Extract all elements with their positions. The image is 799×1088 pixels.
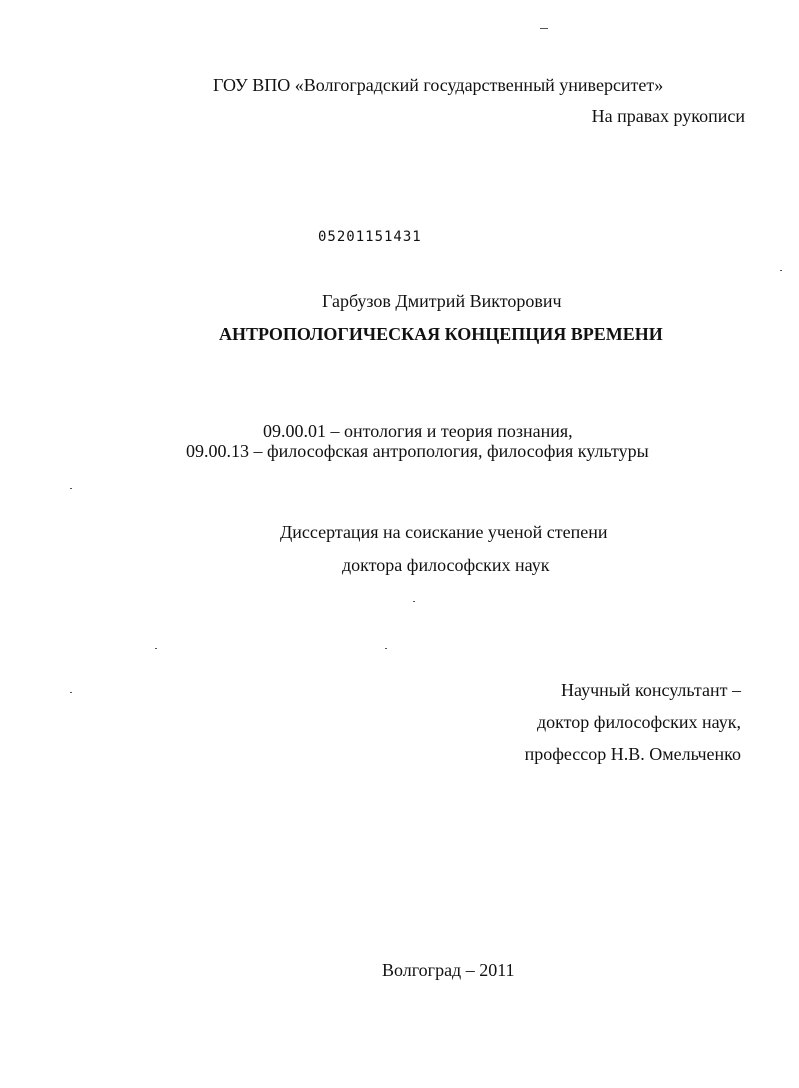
scan-speck xyxy=(540,28,548,29)
scan-speck xyxy=(70,692,72,693)
scan-speck xyxy=(780,270,782,271)
author-name: Гарбузов Дмитрий Викторович xyxy=(322,291,562,311)
scan-speck xyxy=(155,648,157,649)
degree-line-1: Диссертация на соискание ученой степени xyxy=(280,522,608,542)
specialty-2: 09.00.13 – философская антропология, философия культуры xyxy=(186,441,649,461)
consultant-line-1: Научный консультант – xyxy=(561,680,741,700)
consultant-line-3: профессор Н.В. Омельченко xyxy=(524,744,741,764)
registration-number: 05201151431 xyxy=(318,229,422,245)
degree-line-2: доктора философских наук xyxy=(342,555,550,575)
specialty-1: 09.00.01 – онтология и теория познания, xyxy=(263,421,573,441)
manuscript-note: На правах рукописи xyxy=(591,106,745,126)
dissertation-title: АНТРОПОЛОГИЧЕСКАЯ КОНЦЕПЦИЯ ВРЕМЕНИ xyxy=(219,324,663,344)
scan-speck xyxy=(413,601,415,602)
scan-speck xyxy=(385,648,387,649)
consultant-line-2: доктор философских наук, xyxy=(537,712,741,732)
scan-speck xyxy=(70,488,72,489)
city-year: Волгоград – 2011 xyxy=(382,960,515,980)
institution: ГОУ ВПО «Волгоградский государственный университет» xyxy=(213,75,664,95)
